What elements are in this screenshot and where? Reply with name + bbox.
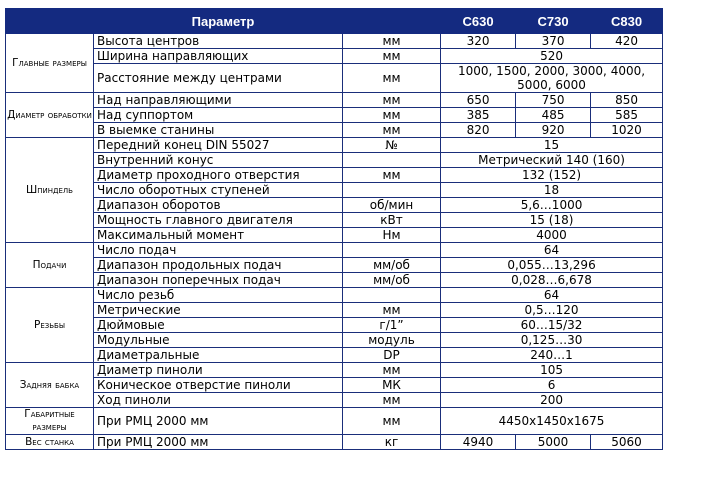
param-name: Коническое отверстие пиноли [94, 378, 343, 393]
table-row [6, 153, 663, 168]
value-all-models: Метрический 140 (160) [441, 153, 663, 168]
value-all-models: 0,055…13,296 [441, 258, 663, 273]
param-name: В выемке станины [94, 123, 343, 138]
value-all-models: 0,125…30 [441, 333, 663, 348]
table-row [6, 348, 663, 363]
table-row [6, 228, 663, 243]
table-row [6, 93, 663, 108]
param-unit: МК [343, 378, 441, 393]
table-row [6, 333, 663, 348]
param-name: Над направляющими [94, 93, 343, 108]
group-threads: Резьбы [6, 288, 94, 363]
value-c830: 850 [591, 93, 663, 108]
param-unit [343, 183, 441, 198]
param-name: Диапазон оборотов [94, 198, 343, 213]
header-model-c730: С730 [516, 9, 591, 34]
value-c630: 320 [441, 34, 516, 49]
table-row [6, 303, 663, 318]
param-name: Над суппортом [94, 108, 343, 123]
value-c630: 4940 [441, 435, 516, 450]
param-unit: кВт [343, 213, 441, 228]
value-all-models: 15 (18) [441, 213, 663, 228]
param-name: Расстояние между центрами [94, 64, 343, 93]
machine-spec-table [5, 8, 663, 450]
value-all-models: 200 [441, 393, 663, 408]
table-row [6, 378, 663, 393]
param-unit: мм [343, 49, 441, 64]
value-c730: 370 [516, 34, 591, 49]
param-unit: мм [343, 168, 441, 183]
group-tailstock: Задняя бабка [6, 363, 94, 408]
value-all-models: 60…15/32 [441, 318, 663, 333]
value-all-models: 4000 [441, 228, 663, 243]
param-name: Дюймовые [94, 318, 343, 333]
value-all-models: 520 [441, 49, 663, 64]
value-c830: 5060 [591, 435, 663, 450]
table-row [6, 49, 663, 64]
value-c830: 420 [591, 34, 663, 49]
value-c830: 1020 [591, 123, 663, 138]
param-unit: Нм [343, 228, 441, 243]
value-all-models: 6 [441, 378, 663, 393]
param-name: При РМЦ 2000 мм [94, 435, 343, 450]
param-name: Ход пиноли [94, 393, 343, 408]
value-all-models: 64 [441, 243, 663, 258]
param-name: Число резьб [94, 288, 343, 303]
param-unit: мм [343, 123, 441, 138]
param-unit: мм [343, 363, 441, 378]
param-unit: мм [343, 408, 441, 435]
table-row [6, 393, 663, 408]
param-name: Диаметральные [94, 348, 343, 363]
value-all-models: 64 [441, 288, 663, 303]
param-name: Диаметр пиноли [94, 363, 343, 378]
param-unit: № [343, 138, 441, 153]
param-unit: мм [343, 64, 441, 93]
value-all-models: 132 (152) [441, 168, 663, 183]
table-row [6, 198, 663, 213]
value-all-models: 0,028…6,678 [441, 273, 663, 288]
table-row [6, 123, 663, 138]
table-row [6, 318, 663, 333]
value-c630: 385 [441, 108, 516, 123]
value-all-models: 5,6…1000 [441, 198, 663, 213]
param-unit: мм [343, 34, 441, 49]
table-row [6, 108, 663, 123]
group-main-sizes: Главные размеры [6, 34, 94, 93]
table-row [6, 138, 663, 153]
param-name: Диапазон продольных подач [94, 258, 343, 273]
param-unit: мм [343, 93, 441, 108]
value-c730: 750 [516, 93, 591, 108]
param-name: Модульные [94, 333, 343, 348]
param-unit [343, 153, 441, 168]
value-c730: 5000 [516, 435, 591, 450]
param-unit: мм [343, 393, 441, 408]
value-c730: 920 [516, 123, 591, 138]
table-row [6, 64, 663, 93]
group-spindle: Шпиндель [6, 138, 94, 243]
param-unit: DP [343, 348, 441, 363]
param-name: При РМЦ 2000 мм [94, 408, 343, 435]
table-row [6, 435, 663, 450]
table-row [6, 243, 663, 258]
table-row [6, 258, 663, 273]
param-name: Диаметр проходного отверстия [94, 168, 343, 183]
group-overall-dimensions: Габаритные размеры [6, 408, 94, 435]
param-unit [343, 243, 441, 258]
group-machine-weight: Вес станка [6, 435, 94, 450]
param-name: Передний конец DIN 55027 [94, 138, 343, 153]
header-model-c630: С630 [441, 9, 516, 34]
group-processing-diameter: Диаметр обработки [6, 93, 94, 138]
value-all-models: 18 [441, 183, 663, 198]
param-name: Диапазон поперечных подач [94, 273, 343, 288]
param-name: Мощность главного двигателя [94, 213, 343, 228]
param-name: Высота центров [94, 34, 343, 49]
value-all-models: 240…1 [441, 348, 663, 363]
param-name: Ширина направляющих [94, 49, 343, 64]
param-unit: мм [343, 303, 441, 318]
param-name: Максимальный момент [94, 228, 343, 243]
table-row [6, 363, 663, 378]
param-unit [343, 288, 441, 303]
header-model-c830: С830 [591, 9, 663, 34]
value-all-models: 105 [441, 363, 663, 378]
value-c630: 820 [441, 123, 516, 138]
table-row [6, 168, 663, 183]
header-param: Параметр [6, 9, 441, 34]
table-row [6, 273, 663, 288]
param-unit: кг [343, 435, 441, 450]
param-unit: об/мин [343, 198, 441, 213]
table-row [6, 408, 663, 435]
table-row [6, 34, 663, 49]
param-name: Внутренний конус [94, 153, 343, 168]
table-row [6, 183, 663, 198]
group-feeds: Подачи [6, 243, 94, 288]
value-c630: 650 [441, 93, 516, 108]
param-unit: модуль [343, 333, 441, 348]
value-all-models: 15 [441, 138, 663, 153]
value-c730: 485 [516, 108, 591, 123]
header-row [6, 9, 663, 34]
value-all-models: 4450x1450x1675 [441, 408, 663, 435]
param-unit: г/1” [343, 318, 441, 333]
value-all-models: 0,5…120 [441, 303, 663, 318]
param-name: Число подач [94, 243, 343, 258]
param-unit: мм/об [343, 273, 441, 288]
value-c830: 585 [591, 108, 663, 123]
param-name: Метрические [94, 303, 343, 318]
value-all-models: 1000, 1500, 2000, 3000, 4000, 5000, 6000 [441, 64, 663, 93]
table-row [6, 213, 663, 228]
table-row [6, 288, 663, 303]
param-unit: мм [343, 108, 441, 123]
param-name: Число оборотных ступеней [94, 183, 343, 198]
param-unit: мм/об [343, 258, 441, 273]
